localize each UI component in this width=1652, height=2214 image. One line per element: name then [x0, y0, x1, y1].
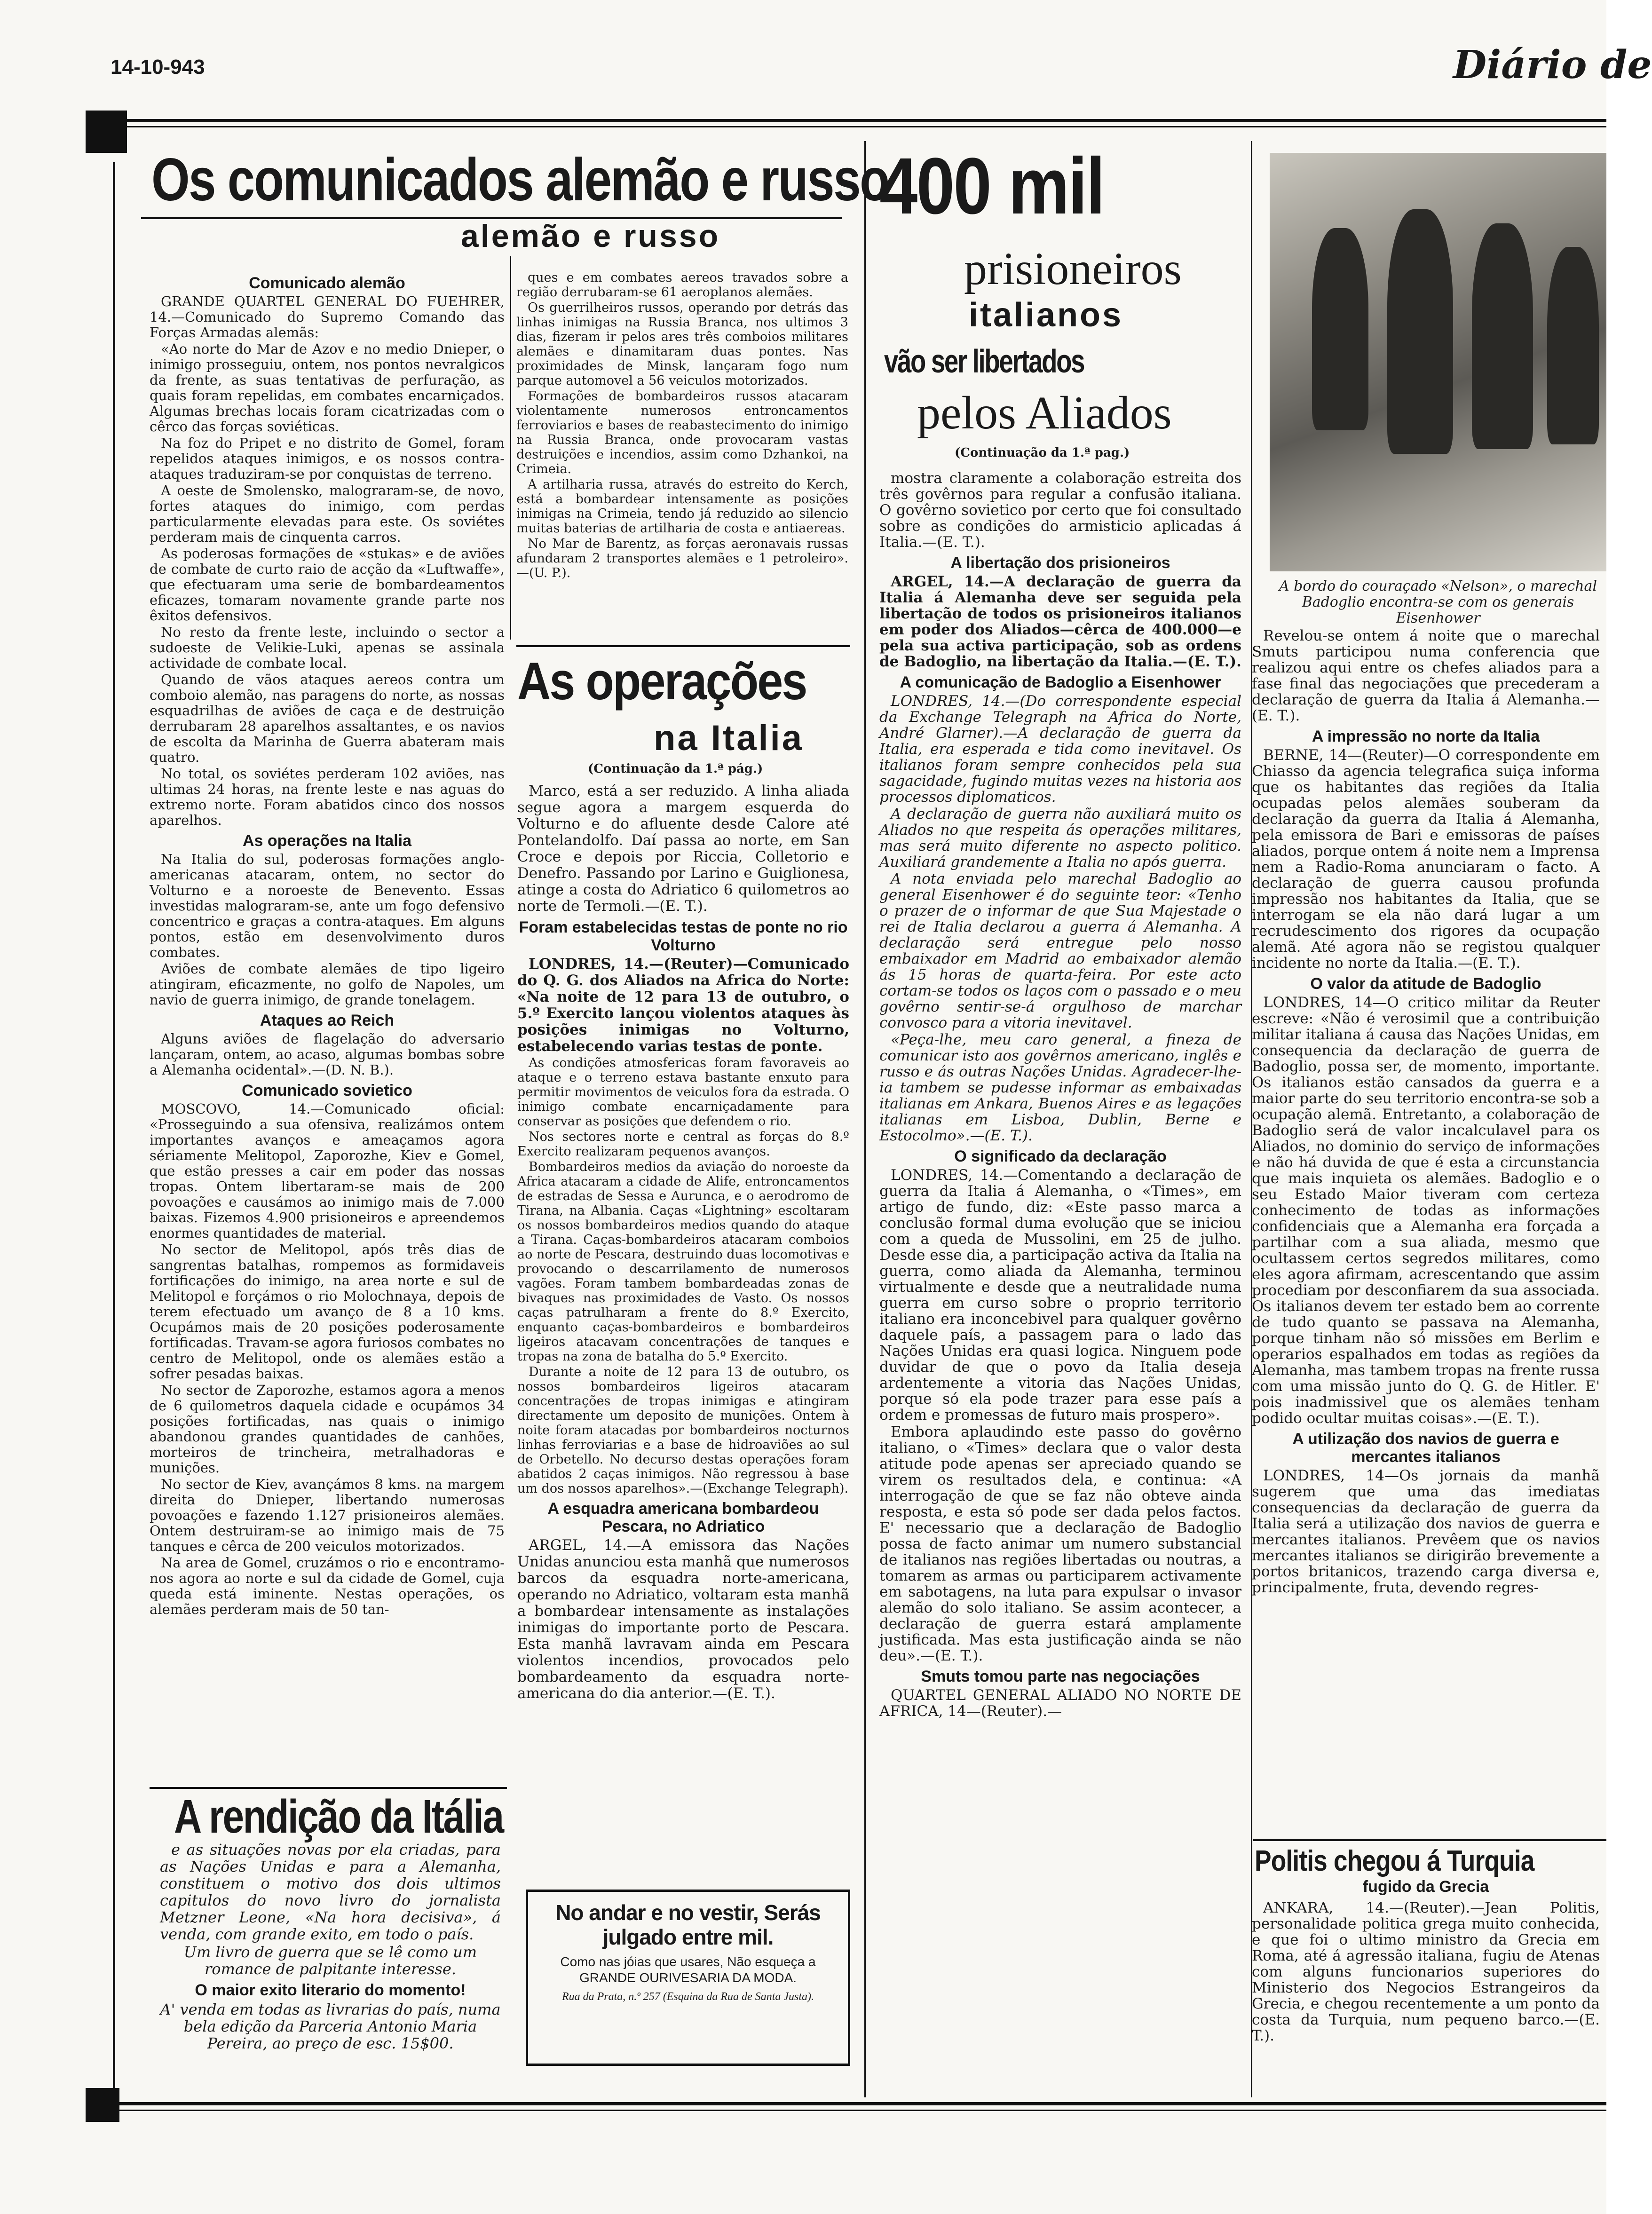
subheading: Comunicado sovietico	[242, 1082, 412, 1099]
paragraph: Na Italia do sul, poderosas formações anglo-americanas atacaram, ontem, no sector do Volturno e a noroeste de Benevento. Essas investidas malograram-se, ante um fogo defensivo concentrico e graças a contra-ataques. Em alguns pontos, estão em desenvolvimento duros combates.	[150, 851, 505, 960]
photo-caption: A bordo do couraçado «Nelson», o marechal Badoglio encontra-se com os generais Eisenhower	[1279, 578, 1597, 626]
headline-vao-ser-libertados: vão ser libertados	[884, 343, 1084, 380]
article-column	[150, 270, 505, 1789]
paragraph: Marco, está a ser reduzido. A linha aliada segue agora a margem esquerda do Volturno e do afluente desde Calore até Pontelandolfo. Daí passa ao norte, em San Croce e depois por Riccia, Colletorio e Denefro. Passando por Larino e Guiglionesa, atinge a costa do Adriatico 6 quilometros ao norte de Termoli.—(E. T.).	[517, 783, 849, 915]
subheading: Comunicado alemão	[249, 274, 405, 292]
article-column	[879, 470, 1241, 2088]
paragraph: No sector de Zaporozhe, estamos agora a menos de 6 quilometros daquela cidade e ocupámos 34 posições fortificadas, nas quais o inimigo abandonou grandes quantidades de canhões, morteiros de trincheira, metralhadoras e munições.	[150, 1382, 505, 1476]
paragraph: A artilharia russa, através do estreito do Kerch, está a bombardear intensamente as posições inimigas na Crimeia, tendo já reduzido ao silencio muitas baterias de artilharia de costa e antiaereas.	[516, 477, 848, 536]
paragraph: As poderosas formações de «stukas» e de aviões de combate de curto raio de acção da «Luftwaffe», que efectuaram uma serie de bombardeamentos eficazes, tomaram novamente grande parte nos êxitos defensivos.	[150, 546, 505, 624]
subheading: Foram estabelecidas testas de ponte no rio Volturno	[519, 918, 848, 954]
headline-400-mil: 400 mil	[879, 142, 1104, 231]
headline-politis: Politis chegou á Turquia	[1255, 1845, 1534, 1877]
subheading: A utilização dos navios de guerra e mercantes italianos	[1292, 1430, 1559, 1466]
paragraph: mostra claramente a colaboração estreita dos três govêrnos para regular a confusão italiana. O govêrno sovietico por certo que foi consultado sobre as condições do armisticio aplicadas á Italia.—(E. T.).	[879, 470, 1241, 551]
subheading: O significado da declaração	[954, 1147, 1167, 1165]
subheading: Ataques ao Reich	[260, 1012, 395, 1029]
headline-alemao-russo: alemão e russo	[461, 218, 720, 254]
paragraph: Durante a noite de 12 para 13 de outubro, os nossos bombardeiros ligeiros atacaram concentrações de tropas inimigas e atingiram directamente um deposito de munições. Ontem à noite foram atacadas por bombardeiros nocturnos linhas ferroviarias e a base de hidroaviões ao sul de Orbetello. No decurso destas operações foram abatidos 2 caças inimigos. Não regressou à base um dos nossos aparelhos».—(Exchange Telegraph).	[517, 1365, 849, 1496]
paragraph: No sector de Kiev, avançámos 8 kms. na margem direita do Dnieper, libertando numerosas povoações e fazendo 1.127 prisioneiros alemães. Ontem destruiram-se ao inimigo mais de 75 tanques e cêrca de 200 veiculos motorizados.	[150, 1476, 505, 1554]
column-divider	[510, 256, 511, 640]
article-column	[160, 1841, 501, 2086]
paragraph: «Ao norte do Mar de Azov e no medio Dnieper, o inimigo prosseguiu, ontem, nos pontos nevralgicos da frente, as suas tentativas de perfuração, as quais foram repelidas, em combates encarniçados. Algumas brechas locais foram cicatrizadas com o cêrco das forças soviéticas.	[150, 341, 505, 435]
paragraph: BERNE, 14—(Reuter)—O correspondente em Chiasso da agencia telegrafica suiça informa que os habitantes das regiões da Italia ocupadas pelos alemães souberam da declaração da guerra da Italia á Alemanha, pela emissora de Bari e emissoras de países aliados, porque ontem á noite nem a Imprensa nem a Radio-Roma anunciaram o facto. A declaração de guerra causou profunda impressão nos habitantes da Italia, que se interrogam se ela não dará lugar a um recrudescimento dos rigores da ocupação alemã. Até agora não se registou qualquer incidente no norte da Italia.—(E. T.).	[1252, 747, 1600, 972]
headline-rendicao: A rendição da Itália	[174, 1790, 503, 1843]
article-column	[1252, 1900, 1600, 2093]
headline-operacoes: As operações	[517, 652, 806, 711]
paragraph: Bombardeiros medios da aviação do noroeste da Africa atacaram a cidade de Alife, entroncamentos de estradas de Sessa e Aurunca, e o aerodromo de Tirana, na Albania. Caças «Lightning» escoltaram os nossos bombardeiros medios quando do ataque a Tirana. Caças-bombardeiros atacaram comboios ao norte de Pescara, destruindo duas locomotivas e provocando o descarrilamento de numerosos vagões. Foram tambem bombardeadas zonas de bivaques nas proximidades de Vasto. Os nossos caças patrulharam a frente do 8.º Exercito, enquanto caças-bombardeiros e bombardeiros ligeiros atacavam concentrações de tanques e tropas na zona de batalha do 5.º Exercito.	[517, 1160, 849, 1364]
paragraph: LONDRES, 14.—(Reuter)—Comunicado do Q. G. dos Aliados na Africa do Norte: «Na noite de 12 para 13 de outubro, o 5.º Exercito lançou violentos ataques às posições inimigas no Volturno, estabelecendo varias testas de ponte.	[517, 956, 849, 1055]
paragraph: Aviões de combate alemães de tipo ligeiro atingiram, eficazmente, no golfo de Napoles, um navio de guerra inimigo, de grande tonelagem.	[150, 961, 505, 1008]
continuation-note: (Continuação da 1.ª pág.)	[588, 762, 763, 776]
paragraph: A nota enviada pelo marechal Badoglio ao general Eisenhower é do seguinte teor: «Tenho o prazer de o informar de que Sua Majestade o rei de Italia declarou a guerra á Alemanha. A declaração será entregue pelo nosso embaixador em Madrid ao embaixador alemão ás 15 horas de quarta-feira. Por este acto cortam-se todos os laços com o passado e o meu govêrno sentir-se-á orgulhoso de marchar convosco para a vitoria inevitavel.	[879, 870, 1241, 1031]
headline-comunicados: Os comunicados alemão e russo	[151, 146, 889, 213]
paragraph: ARGEL, 14.—A declaração de guerra da Italia á Alemanha deve ser seguida pela libertação de todos os prisioneiros italianos em poder dos Aliados—cêrca de 400.000—e pela sua activa participação, sob as ordens de Badoglio, na libertação da Italia.—(E. T.).	[879, 573, 1241, 670]
paragraph: QUARTEL GENERAL ALIADO NO NORTE DE AFRICA, 14—(Reuter).—	[879, 1687, 1241, 1720]
ad-body: Como nas jóias que usares, Não esqueça a GRANDE OURIVESARIA DA MODA.	[560, 1954, 816, 1985]
paragraph: LONDRES, 14.—Comentando a declaração de guerra da Italia á Alemanha, o «Times», em artigo de fundo, diz: «Este passo marca a conclusão formal duma evolução que se iniciou com a queda de Mussolini, em 25 de julho. Desde esse dia, a participação activa da Italia na guerra, como aliada da Alemanha, terminou virtualmente e desde que a neutralidade numa guerra em curso sobre o proprio territorio italiano era inconcebivel para qualquer govêrno daquele país, a passagem para o lado das Nações Unidas era quasi logica. Ninguem pode duvidar de que o povo da Italia deseja ardentemente a vitoria das Nações Unidas, porque só ela pode trazer para esse país a ordem e promessas de futuro mais prospero».	[879, 1167, 1241, 1423]
paragraph: A' venda em todas as livrarias do país, numa bela edição da Parceria Antonio Maria Pereira, ao preço de esc. 15$00.	[160, 2001, 501, 2052]
advertisement-box	[526, 1890, 850, 2066]
subheading: A esquadra americana bombardeou Pescara, no Adriatico	[547, 1500, 819, 1535]
paragraph: ques e em combates aereos travados sobre a região derrubaram-se 61 aeroplanos alemães.	[516, 270, 848, 300]
paragraph: MOSCOVO, 14.—Comunicado oficial: «Prosseguindo a sua ofensiva, realizámos ontem importantes avanços e ameaçamos agora sériamente Melitopol, Zaporozhe, Kiev e Gomel, que estão presses a cair em poder das nossas tropas. Ontem libertaram-se mais de 200 povoações e causámos ao inimigo mais de 7.000 baixas. Fizemos 4.900 prisioneiros e apreendemos enormes quantidades de material.	[150, 1101, 505, 1241]
paragraph: A oeste de Smolensko, malograram-se, de novo, fortes ataques do inimigo, com perdas particularmente elevadas para este. Os soviétes perderam mais de cinquenta carros.	[150, 482, 505, 545]
section-rule	[150, 1787, 507, 1789]
paragraph: «Peça-lhe, meu caro general, a fineza de comunicar isto aos govêrnos americano, inglês e russo e ás outras Nações Unidas. Agradecer-lhe-ia tambem se pudesse informar as embaixadas italianas em Ankara, Buenos Aires e as legações italianas em Lisboa, Dublin, Berne e Estocolmo».—(E. T.).	[879, 1031, 1241, 1144]
issue-date: 14-10-943	[111, 55, 205, 79]
paragraph: Formações de bombardeiros russos atacaram violentamente numerosos entroncamentos ferroviarios e bases de reabastecimento do inimigo na Russia Branca, onde provocaram vastas destruições e incendios, assim como Dzhankoi, na Crimeia.	[516, 389, 848, 476]
section-rule	[1253, 1839, 1606, 1841]
masthead: Diário de	[1453, 42, 1652, 87]
paragraph: ARGEL, 14.—A emissora das Nações Unidas anunciou esta manhã que numerosos barcos da esquadra norte-americana, operando no Adriatico, voltaram esta manhã a bombardear intensamente as instalações inimigas do importante porto de Pescara. Esta manhã lavravam ainda em Pescara violentos incendios, provocados pelo bombardeamento da esquadra norte-americana do dia anterior.—(E. T.).	[517, 1537, 849, 1702]
photo-figure	[1387, 209, 1453, 454]
headline-italianos: italianos	[969, 296, 1123, 334]
paragraph: No total, os soviétes perderam 102 aviões, nas ultimas 24 horas, na frente leste e nas aguas do extremo norte. Foram abatidos cinco dos nossos aparelhos.	[150, 766, 505, 828]
paragraph: As condições atmosfericas foram favoraveis ao ataque e o terreno estava bastante enxuto para permitir movimentos de veiculos fora da estrada. O inimigo combate encarniçadamente para conservar as posições que defendem o rio.	[517, 1056, 849, 1129]
ad-title: No andar e no vestir, Serás julgado entre mil.	[555, 1900, 821, 1949]
paragraph: Revelou-se ontem á noite que o marechal Smuts participou numa conferencia que realizou aqui entre os chefes aliados para a fase final das negociações que precederam a declaração de guerra da Italia á Alemanha.—(E. T.).	[1252, 627, 1600, 724]
paragraph: e as situações novas por ela criadas, para as Nações Unidas e para a Alemanha, constituem o motivo dos dois ultimos capitulos do novo livro do jornalista Metzner Leone, «Na hora decisiva», á venda, com grande exito, em todo o país.	[160, 1841, 501, 1943]
paragraph: Na area de Gomel, cruzámos o rio e encontramo-nos agora ao norte e sul da cidade de Gomel, cuja queda está iminente. Nestas operações, os alemães perderam mais de 50 tan-	[150, 1555, 505, 1617]
article-column	[517, 783, 849, 1888]
subheading: A comunicação de Badoglio a Eisenhower	[900, 673, 1221, 691]
left-border	[113, 162, 115, 2095]
subheading: As operações na Italia	[242, 832, 412, 850]
subheading: fugido da Grecia	[1362, 1878, 1489, 1896]
bottom-rule-thin	[113, 2110, 1606, 2111]
photo-figure	[1472, 223, 1533, 449]
headline-pelos-aliados: pelos Aliados	[917, 387, 1172, 439]
photo-figure	[1547, 247, 1599, 444]
paragraph: Embora aplaudindo este passo do govêrno italiano, o «Times» declara que o valor desta atitude pode apenas ser apreciado quando se virem os resultados dela, e continua: «A interrogação de que se faz não obteve ainda resposta, e esta só pode ser dada pelos factos. E' necessario que a declaração de Badoglio possa de facto animar um numero substancial de italianos nas regiões libertadas ou noutras, a tomarem as armas ou participarem activamente em sabotagens, na luta para expulsar o invasor alemão do solo italiano. Se assim acontecer, a declaração de guerra estará amplamente justificada. Mas esta justificação ainda se não deu».—(E. T.).	[879, 1423, 1241, 1664]
continuation-note: (Continuação da 1.ª pag.)	[955, 446, 1130, 460]
bottom-rule	[113, 2102, 1606, 2105]
subheading: Smuts tomou parte nas negociações	[921, 1668, 1200, 1685]
article-column	[1252, 628, 1600, 1785]
paragraph: Na foz do Pripet e no distrito de Gomel, foram repelidos ataques inimigos, e os nossos contra-ataques traduziram-se por conquistas de terreno.	[150, 435, 505, 482]
subheading: A libertação dos prisioneiros	[950, 554, 1170, 572]
paragraph: Os guerrilheiros russos, operando por detrás das linhas inimigas na Russia Branca, nos ultimos 3 dias, fizeram ir pelos ares três comboios militares alemães e dinamitaram duas pontes. Nas proximidades de Minsk, lançaram fogo num parque automovel a 56 veiculos motorizados.	[516, 300, 848, 388]
subheading: A impressão no norte da Italia	[1312, 727, 1540, 745]
paragraph: Quando de vãos ataques aereos contra um comboio alemão, nas paragens do norte, as nossas esquadrilhas de aviões de caça e de destruição derrubaram 28 aparelhos assaltantes, e os navios de escolta da Marinha de Guerra abateram mais quatro.	[150, 672, 505, 765]
binding-mark-top	[86, 111, 127, 153]
paragraph: LONDRES, 14—O critico militar da Reuter escreve: «Não é verosimil que a contribuição militar italiana á causa das Nações Unidas, em consequencia da declaração de guerra de Badoglio, possa ser, de momento, importante. Os italianos estão cansados da guerra e a maior parte do seu territorio encontra-se sob a ocupação alemã. Entretanto, a colaboração de Badoglio será de valor incalculavel para os Aliados, no dominio do serviço de informações e não há duvida de que é esta a circunstancia que mais inquieta os alemães. Badoglio e o seu Estado Maior tiveram com certeza conhecimento de todas as informações confidenciais que a Alemanha era forçada a partilhar com a sua aliada, mesmo que ocultassem certos segredos militares, como eles agora afirmam, acrescentando que assim procediam por desconfiarem da sua associada. Os italianos devem ter estado bem ao corrente de tudo quanto se passava na Alemanha, porque tinham não só missões em Berlim e operarios espalhados em todas as regiões da Alemanha, mas tambem tropas na frente russa com uma missão junto do Q. G. de Hitler. E' pois inadmissivel que os alemães tenham podido ocultar muitas coisas».—(E. T.).	[1252, 994, 1600, 1427]
paragraph: LONDRES, 14—Os jornais da manhã sugerem que uma das imediatas consequencias da declaração de guerra da Italia será a utilização dos navios de guerra e mercantes italianos. Prevêem que os navios mercantes italianos se dirigirão brevemente a portos britanicos, trazendo carga diversa e, principalmente, fruta, devendo regres-	[1252, 1467, 1600, 1596]
article-column	[516, 270, 848, 642]
paragraph: No Mar de Barentz, as forças aeronavais russas afundaram 2 transportes alemães e 1 petroleiro».—(U. P.).	[516, 537, 848, 580]
section-rule	[516, 645, 850, 647]
paragraph: Um livro de guerra que se lê como um romance de palpitante interesse.	[183, 1943, 477, 1978]
paragraph: Alguns aviões de flagelação do adversario lançaram, ontem, ao acaso, algumas bombas sobre a Alemanha ocidental».—(D. N. B.).	[150, 1031, 505, 1078]
paragraph: Nos sectores norte e central as forças do 8.º Exercito realizaram pequenos avanços.	[517, 1130, 849, 1159]
headline-prisioneiros: prisioneiros	[964, 244, 1182, 294]
paragraph: ANKARA, 14.—(Reuter).—Jean Politis, personalidade politica grega muito conhecida, e que foi o ultimo ministro da Grecia em Roma, até á agressão italiana, fugiu de Atenas com alguns funcionarios superiores do Ministerio dos Negocios Estrangeiros da Grecia, e chegou recentemente a um ponto da costa da Turquia, num pequeno barco.—(E. T.).	[1252, 1899, 1600, 2044]
paragraph: LONDRES, 14.—(Do correspondente especial da Exchange Telegraph na Africa do Norte, André Glarner).—A declaração de guerra da Italia, era esperada e tida como inevitavel. Os italianos foram sempre conhecidos pela sua sagacidade, fugindo muitas vezes na historia aos processos diplomaticos.	[879, 693, 1241, 806]
photo-figure	[1312, 228, 1368, 430]
column-divider	[864, 141, 866, 2097]
subheading: O valor da atitude de Badoglio	[1310, 975, 1541, 993]
subheading: O maior exito literario do momento!	[195, 1981, 466, 1999]
paragraph: A declaração de guerra não auxiliará muito os Aliados no que respeita ás operações militares, mas será muito diferente no aspecto politico. Auxiliará grandemente a Italia no após guerra.	[879, 806, 1241, 870]
headline-na-italia: na Italia	[654, 718, 804, 758]
paragraph: GRANDE QUARTEL GENERAL DO FUEHRER, 14.—Comunicado do Supremo Comando das Forças Armadas alemãs:	[150, 293, 505, 340]
paragraph: No resto da frente leste, incluindo o sector a sudoeste de Velikie-Luki, apenas se assinala actividade de combate local.	[150, 624, 505, 671]
paragraph: No sector de Melitopol, após três dias de sangrentas batalhas, rompemos as formidaveis fortificações do inimigo, na area norte e sul de Melitopol e forçámos o rio Molochnaya, depois de terem efectuado um avanço de 8 a 10 kms. Ocupámos mais de 20 posições poderosamente fortificadas. Travam-se agora furiosos combates no centro de Melitopol, onde os alemães estão a sofrer pesadas baixas.	[150, 1241, 505, 1382]
top-rule-thin	[127, 126, 1606, 127]
top-rule	[127, 119, 1606, 122]
ad-address: Rua da Prata, n.º 257 (Esquina da Rua de Santa Justa).	[561, 1991, 814, 2003]
news-photo	[1270, 153, 1606, 571]
